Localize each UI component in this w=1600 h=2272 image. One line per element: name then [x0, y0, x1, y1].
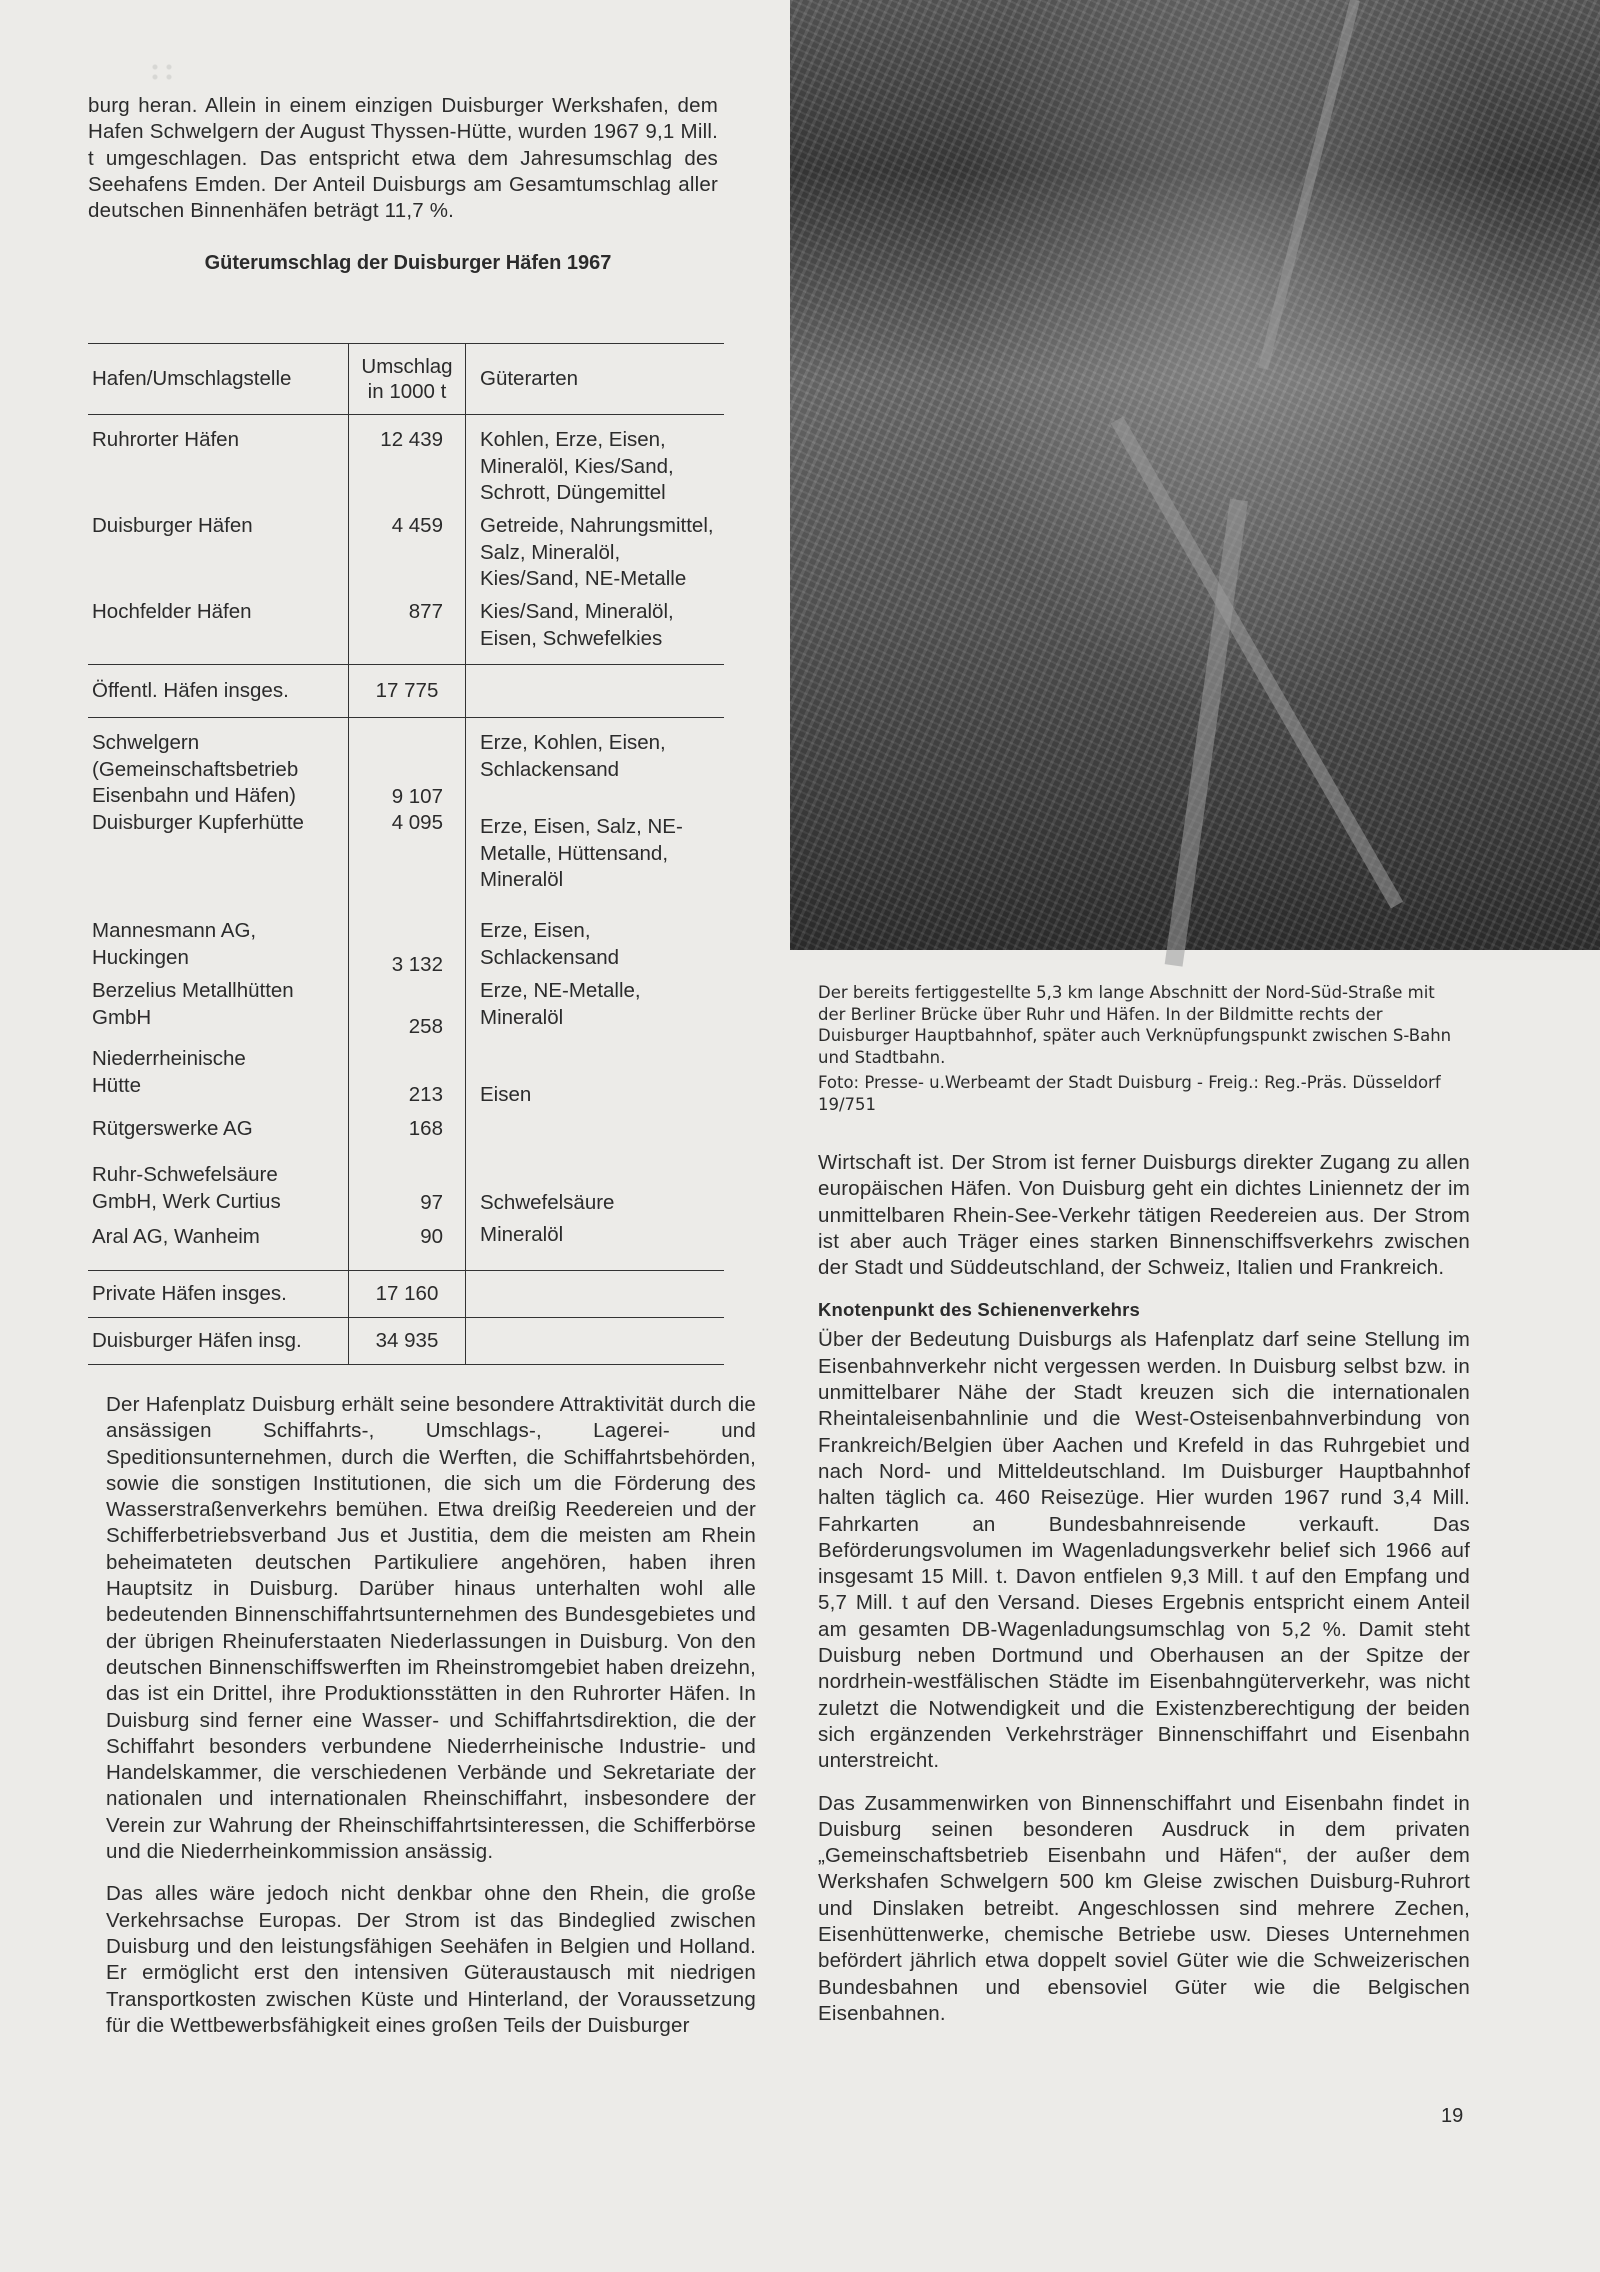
table-row — [88, 1148, 724, 1216]
row-goods — [466, 1046, 724, 1108]
private-total-row — [88, 1270, 724, 1317]
table-row — [88, 1108, 724, 1148]
row-volume-value: 9 107 — [391, 784, 443, 808]
table-row — [88, 810, 724, 918]
right-column — [818, 1150, 1470, 2027]
row-port: Hochfelder Häfen — [92, 600, 252, 623]
row-volume — [348, 1046, 466, 1108]
intro-paragraph: burg heran. Allein in einem einzigen Duisburger Werkshafen, dem Hafen Schwelgern der August Thyssen-Hütte, wurden 1967 9,1 Mill. t umgeschlagen. Das entspricht etwa dem Jahresumschlag des Seehafens Emden. Der Anteil Duisburgs am Gesamtumschlag aller deutschen Binnenhäfen beträgt 11,7 %. — [88, 94, 718, 223]
grand-total-volume-value: 34 935 — [375, 1328, 439, 1352]
photo-road — [1111, 417, 1403, 909]
header-goods: Güterarten — [480, 366, 578, 390]
photo-caption — [818, 982, 1458, 1115]
row-goods — [466, 1148, 724, 1216]
table-row — [88, 427, 724, 513]
row-port: Rütgerswerke AG — [92, 1117, 253, 1140]
cargo-handling-table — [88, 343, 724, 1365]
row-volume — [348, 1148, 466, 1216]
row-volume — [348, 1216, 466, 1258]
row-port: Berzelius Metallhütten GmbH — [92, 979, 294, 1029]
header-port: Hafen/Umschlagstelle — [92, 366, 292, 390]
row-volume — [348, 810, 466, 918]
row-volume-value: 877 — [408, 600, 443, 623]
photo-credit: Foto: Presse- u.Werbeamt der Stadt Duisburg - Freig.: Reg.-Präs. Düsseldorf 19/751 — [818, 1073, 1441, 1114]
row-volume — [348, 918, 466, 978]
row-goods-value: Eisen — [480, 1082, 532, 1106]
row-volume-value: 3 132 — [391, 952, 443, 976]
row-goods: Mineralöl — [480, 1223, 564, 1246]
row-volume-value: 4 459 — [391, 514, 443, 537]
row-goods: Kohlen, Erze, Eisen, Mineralöl, Kies/Sand, Schrott, Düngemittel — [480, 428, 674, 504]
private-total-label: Private Häfen insges. — [92, 1281, 287, 1305]
table-header-row — [88, 343, 724, 414]
body-paragraph: Das alles wäre jedoch nicht denkbar ohne den Rhein, die große Verkehrsachse Europas. Der Strom ist das Bindeglied zwischen Duisburg und den leistungsfähigen Seehäfen in Belgien und Holland. Er ermöglicht erst den intensiven Güteraustausch mit niedrigen Transportkosten zwischen Küste und Hinterland, der Voraussetzung für die Wettbewerbsfähigkeit eines großen Teils der Duisburger — [106, 1882, 756, 2037]
table-row — [88, 1216, 724, 1258]
row-port: Aral AG, Wanheim — [92, 1225, 260, 1248]
body-paragraph: Wirtschaft ist. Der Strom ist ferner Duisburgs direkter Zugang zu allen europäischen Häfen. Von Duisburg geht ein dichtes Liniennetz der im unmittelbaren Rhein-See-Verkehr tätigen Reedereien aus. Der Strom ist aber auch Träger eines starken Binnenschiffsverkehrs zwischen der Stadt und Süddeutschland, der Schweiz, Italien und Frankreich. — [818, 1151, 1470, 1280]
aerial-photo — [790, 0, 1600, 950]
header-volume-line1: Umschlag — [361, 355, 453, 378]
photo-caption-text: Der bereits fertiggestellte 5,3 km lange Abschnitt der Nord-Süd-Straße mit der Berliner Brücke über Ruhr und Häfen. In der Bildmitte rechts der Duisburger Hauptbahnhof, später auch Verknüpfungspunkt zwischen S-Bahn und Stadtbahn. — [818, 983, 1452, 1067]
page-number: 19 — [1441, 2105, 1464, 2127]
row-port: Duisburger Häfen — [92, 514, 253, 537]
grand-total-label: Duisburger Häfen insg. — [92, 1328, 302, 1352]
row-goods-value: Schwefelsäure — [480, 1190, 615, 1214]
private-total-volume-value: 17 160 — [375, 1281, 439, 1305]
table-row — [88, 918, 724, 978]
row-goods: Erze, NE-Metalle, Mineralöl — [480, 979, 641, 1029]
row-goods: Erze, Kohlen, Eisen, Schlackensand — [480, 731, 666, 781]
public-total-volume — [348, 665, 466, 717]
row-volume — [348, 599, 466, 664]
public-total-row — [88, 664, 724, 717]
row-port: Niederrheinische Hütte — [92, 1047, 246, 1097]
print-registration-mark — [148, 62, 176, 82]
private-total-volume — [348, 1271, 466, 1317]
row-port: Schwelgern (Gemeinschaftsbetrieb Eisenbahn und Häfen) — [92, 731, 299, 807]
table-row — [88, 978, 724, 1046]
row-volume-value: 213 — [408, 1082, 443, 1106]
row-volume — [348, 1108, 466, 1148]
row-volume-value: 12 439 — [380, 428, 443, 451]
table-title: Güterumschlag der Duisburger Häfen 1967 — [204, 252, 612, 275]
photo-road — [1258, 0, 1360, 370]
row-port: Ruhr-Schwefelsäure GmbH, Werk Curtius — [92, 1163, 281, 1213]
row-volume — [348, 427, 466, 513]
grand-total-row — [88, 1317, 724, 1365]
row-volume-value: 90 — [420, 1225, 443, 1248]
body-paragraph: Über der Bedeutung Duisburgs als Hafenplatz darf seine Stellung im Eisenbahnverkehr nicht vergessen werden. In Duisburg selbst bzw. in unmittelbarer Nähe der Stadt kreuzen sich die internationalen Rheintaleisenbahnlinie und die West-Osteisenbahnverbindung von Frankreich/Belgien über Aachen und Krefeld in das Ruhrgebiet und nach Nord- und Mitteldeutschland. Im Duisburger Hauptbahnhof halten täglich ca. 460 Reisezüge. Hier wurden 1967 rund 3,4 Mill. Fahrkarten an Bundesbahnreisende verkauft. Das Beförderungsvolumen im Wagenladungsverkehr belief sich 1966 auf insgesamt 15 Mill. t. Davon entfielen 9,3 Mill. t auf den Empfang und 5,7 Mill. t auf den Versand. Dieses Ergebnis entspricht einem Anteil am gesamten DB-Wagenladungsumschlag von 5,2 %. Damit steht Duisburg neben Dortmund und Oberhausen an der Spitze der nordrhein-westfälischen Städte im Eisenbahngüterverkehr, was nicht zuletzt die Notwendigkeit und die Existenzberechtigung der beiden sich ergänzenden Verkehrsträger Binnenschiffahrt und Eisenbahn unterstreicht. — [818, 1328, 1470, 1773]
row-volume — [348, 730, 466, 810]
body-paragraph: Das Zusammenwirken von Binnenschiffahrt und Eisenbahn findet in Duisburg seinen besonderen Ausdruck in dem privaten „Gemeinschaftsbetrieb Eisenbahn und Häfen“, der außer dem Werkshafen Schwelgern 500 km Gleise zwischen Duisburg-Ruhrort und Dinslaken betreibt. Angeschlossen sind mehrere Zechen, Eisenhüttenwerke, chemische Betriebe usw. Dieses Unternehmen befördert jährlich etwa doppelt soviel Güter wie die Schweizerischen Bundesbahnen und ebensoviel Güter wie die Belgischen Eisenbahnen. — [818, 1791, 1470, 2025]
header-volume — [348, 344, 466, 414]
grand-total-volume — [348, 1318, 466, 1364]
row-port: Duisburger Kupferhütte — [92, 811, 304, 834]
left-column-top — [88, 93, 748, 275]
row-volume — [348, 513, 466, 599]
row-volume-value: 97 — [420, 1190, 443, 1214]
table-row — [88, 599, 724, 664]
row-port: Mannesmann AG, Huckingen — [92, 919, 257, 969]
section-heading: Knotenpunkt des Schienenverkehrs — [818, 1299, 1141, 1321]
row-volume-value: 168 — [408, 1117, 443, 1140]
header-volume-line2: in 1000 t — [367, 380, 447, 403]
row-volume-value: 258 — [408, 1014, 443, 1038]
table-row — [88, 513, 724, 599]
left-column-body — [106, 1392, 756, 2039]
row-goods: Erze, Eisen, Schlackensand — [480, 919, 620, 969]
table-row — [88, 1046, 724, 1108]
row-volume-value: 4 095 — [391, 811, 443, 834]
row-goods: Kies/Sand, Mineralöl, Eisen, Schwefelkies — [480, 600, 674, 650]
public-total-label: Öffentl. Häfen insges. — [92, 678, 289, 702]
row-goods — [466, 1108, 724, 1148]
row-goods: Getreide, Nahrungsmittel, Salz, Mineralöl, Kies/Sand, NE-Metalle — [480, 514, 714, 590]
row-volume — [348, 978, 466, 1046]
body-paragraph: Der Hafenplatz Duisburg erhält seine besondere Attraktivität durch die ansässigen Schiffahrts-, Umschlags-, Lagerei- und Speditionsunternehmen, durch die Werften, die Schiffahrtsbehörden, sowie die sonstigen Institutionen, die sich um die Förderung des Wasserstraßenverkehrs bemühen. Etwa dreißig Reedereien und der Schifferbetriebsverband Jus et Justitia, dem die meisten am Rhein beheimateten deutschen Partikuliere angehören, haben ihren Hauptsitz in Duisburg. Darüber hinaus unterhalten wohl alle bedeutenden Binnenschiffahrtsunternehmen des Bundesgebietes und der übrigen Rheinuferstaaten Niederlassungen in Duisburg. Von den deutschen Binnenschiffswerften im Rheinstromgebiet haben dreizehn, das ist ein Drittel, ihre Produktionsstätten in den Ruhrorter Häfen. In Duisburg sind ferner eine Wasser- und Schiffahrtsdirektion, die der Schiffahrt besonders verbundene Niederrheinische Industrie- und Handelskammer, die verschiedenen Verbände und Sekretariate der nationalen und internationalen Rheinschiffahrt, insbesondere der Verein zur Wahrung der Rheinschiffahrtsinteressen, die Schifferbörse und die Niederrheinkommission ansässig. — [106, 1393, 756, 1864]
table-row — [88, 730, 724, 810]
row-goods: Erze, Eisen, Salz, NE-Metalle, Hüttensand, Mineralöl — [480, 815, 683, 891]
row-port: Ruhrorter Häfen — [92, 428, 239, 451]
public-total-volume-value: 17 775 — [375, 678, 439, 702]
